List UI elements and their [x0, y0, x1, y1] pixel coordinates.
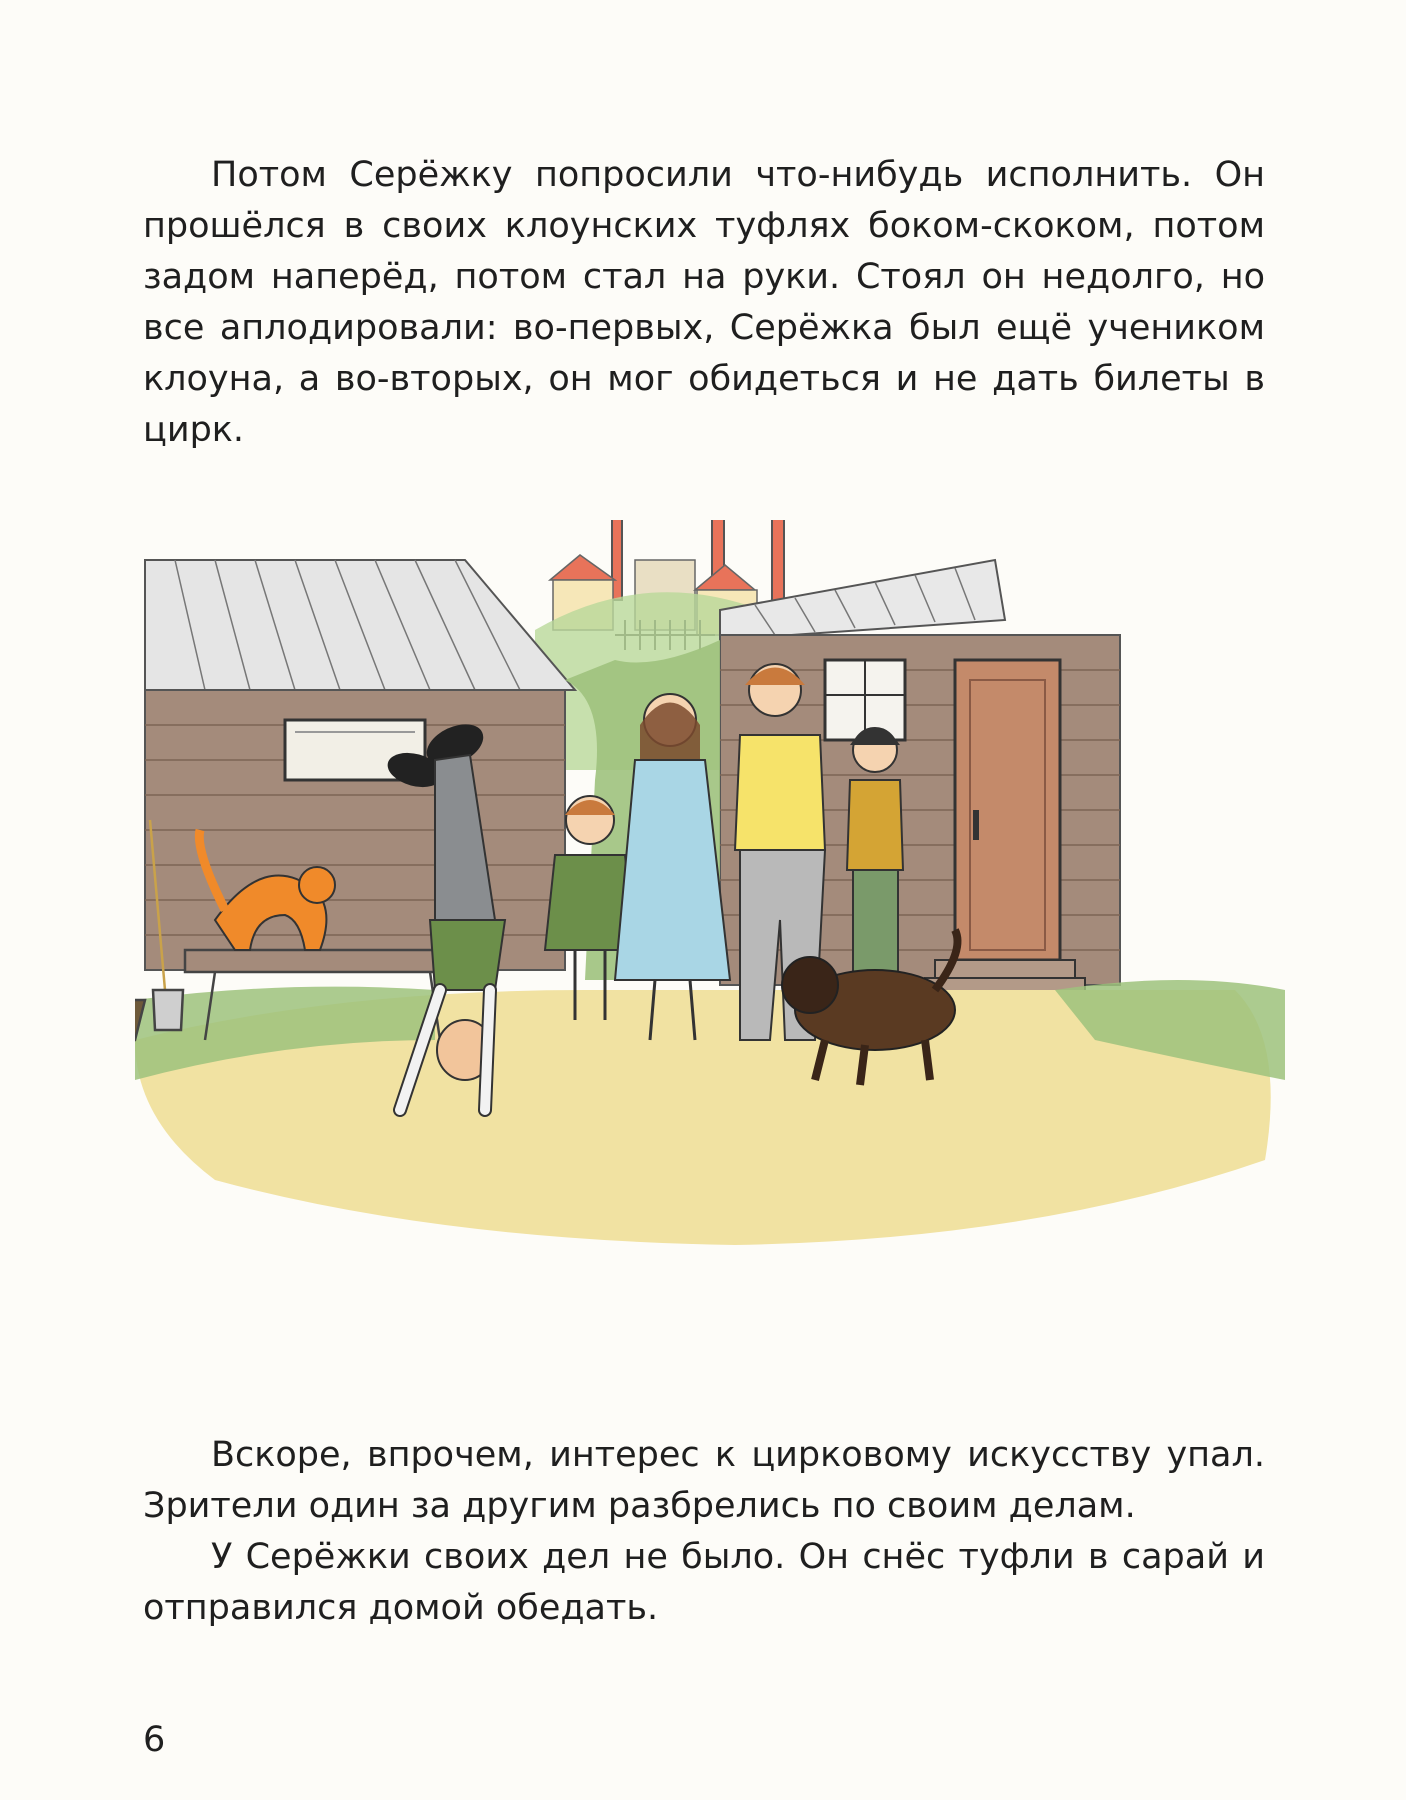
story-paragraph-2: Вскоре, впрочем, интерес к цирковому искусству упал. Зрители один за другим разбрелись по своим делам. — [143, 1435, 1265, 1526]
story-paragraph-1: Потом Серёжку попросили что-нибудь исполнить. Он прошёлся в своих клоунских туфлях боком-скоком, потом задом наперёд, потом стал на руки. Стоял он недолго, но все аплодировали: во-первых, Серёжка был ещё учеником клоуна, а во-вторых, он мог обидеться и не дать билеты в цирк. — [143, 155, 1265, 450]
page-number: 6 — [143, 1720, 166, 1760]
story-illustration — [135, 520, 1285, 1340]
story-paragraph-3: У Серёжки своих дел не было. Он снёс туфли в сарай и отправился домой обедать. — [143, 1537, 1265, 1628]
